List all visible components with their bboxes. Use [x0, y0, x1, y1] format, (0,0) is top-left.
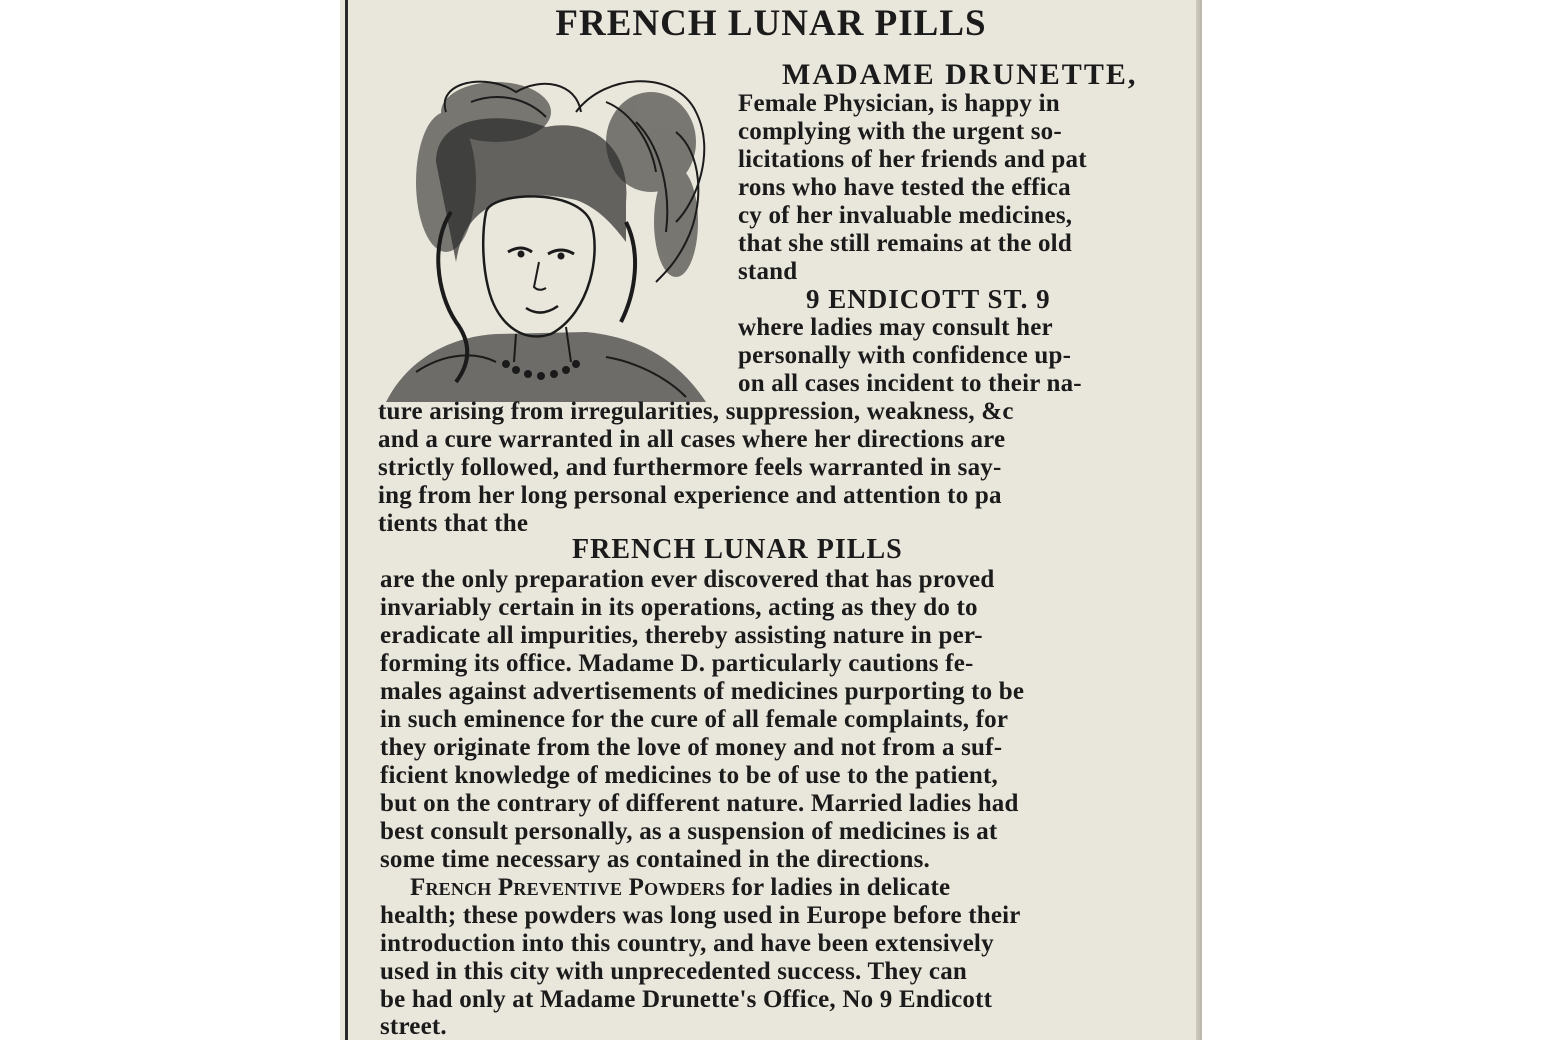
advertisement-page [340, 0, 1202, 1040]
text-line: forming its office. Madame D. particularly cautions fe- [380, 650, 974, 677]
text-line: that she still remains at the old [738, 230, 1072, 257]
text-line: males against advertisements of medicines purporting to be [380, 678, 1025, 705]
text-line: where ladies may consult her [738, 314, 1053, 341]
text-line: tients that the [378, 510, 529, 537]
text-line: and a cure warranted in all cases where her directions are [378, 426, 1006, 453]
text-line: on all cases incident to their na- [738, 370, 1082, 397]
text-line: personally with confidence up- [738, 342, 1072, 369]
text-line: best consult personally, as a suspension of medicines is at [380, 818, 998, 845]
powders-product-name: French Preventive Powders [410, 874, 726, 901]
text-line: they originate from the love of money and not from a suf- [380, 734, 1003, 761]
address-heading: 9 ENDICOTT ST. 9 [806, 284, 1051, 314]
text-line: but on the contrary of different nature. Married ladies had [380, 790, 1019, 817]
text-line: eradicate all impurities, thereby assisting nature in per- [380, 622, 983, 649]
powders-first-line: for ladies in delicate [725, 874, 951, 901]
text-line: introduction into this country, and have been extensively [380, 930, 994, 957]
text-line: stand [738, 258, 798, 285]
portrait-engraving [376, 72, 740, 402]
name-heading: MADAME DRUNETTE, [782, 58, 1138, 91]
text-line: be had only at Madame Drunette's Office, No 9 Endicott [380, 986, 993, 1013]
text-line: ing from her long personal experience and attention to pa [378, 482, 1002, 509]
text-line: Female Physician, is happy in [738, 90, 1060, 117]
text-line: used in this city with unprecedented success. They can [380, 958, 968, 985]
page-right-edge [1196, 0, 1202, 1040]
text-line: street. [380, 1013, 447, 1040]
text-line: some time necessary as contained in the directions. [380, 846, 930, 873]
text-line: invariably certain in its operations, acting as they do to [380, 594, 978, 621]
text-line: strictly followed, and furthermore feels warranted in say- [378, 454, 1002, 481]
product-heading: FRENCH LUNAR PILLS [572, 534, 903, 565]
text-line: ficient knowledge of medicines to be of use to the patient, [380, 762, 998, 789]
advert-title: FRENCH LUNAR PILLS [555, 3, 987, 44]
text-line: ture arising from irregularities, suppression, weakness, &c [378, 398, 1014, 425]
text-line: complying with the urgent so- [738, 118, 1062, 145]
text-line: are the only preparation ever discovered that has proved [380, 566, 995, 593]
text-line: rons who have tested the effica [738, 174, 1071, 201]
text-line: licitations of her friends and pat [738, 146, 1087, 173]
text-line: cy of her invaluable medicines, [738, 202, 1073, 229]
text-line: health; these powders was long used in Europe before their [380, 902, 1021, 929]
page-left-rule [345, 0, 348, 1040]
text-line [410, 874, 950, 901]
text-line: in such eminence for the cure of all female complaints, for [380, 706, 1009, 733]
